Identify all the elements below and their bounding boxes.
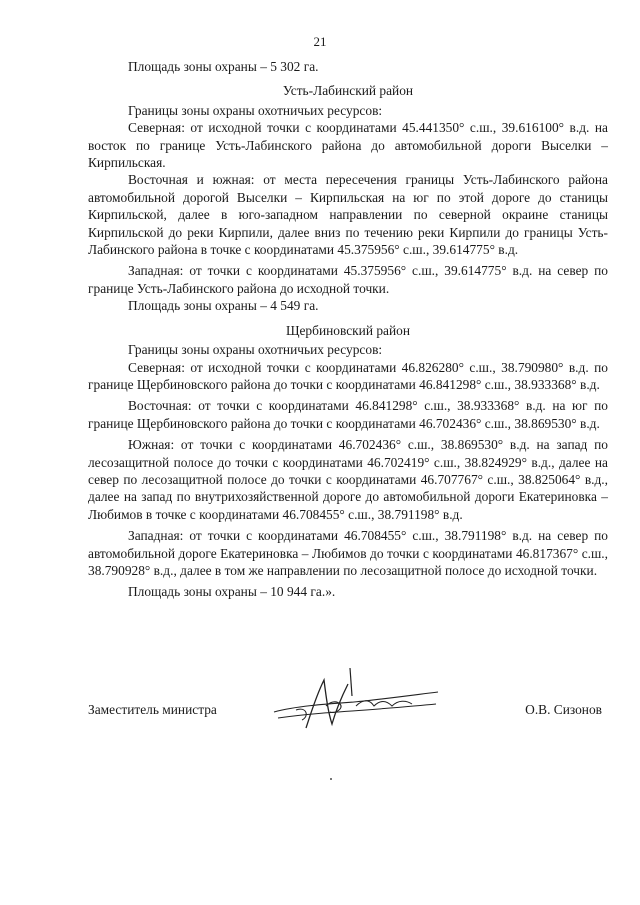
district-heading-shcherbinovsky: Щербиновский район [285,322,411,338]
border-east-2: Восточная: от точки с координатами 46.841298° с.ш., 38.933368° в.д. на юг по границе Щербиновского района до точки с координатами 46.702436° с.ш., 38.869530° в.д. [88,398,608,431]
border-north-1: Северная: от исходной точки с координатами 45.441350° с.ш., 39.616100° в.д. на восток по границе Усть-Лабинского района до автомобильной дороги Выселки – Кирпильская. [88,120,608,171]
border-east-south-1: Восточная и южная: от места пересечения границы Усть-Лабинского района автомобильной дорогой Выселки – Кирпильская на юг по этой дороге до станицы Кирпильской, далее в юго-западном направлении по северной окраине станицы Кирпильской до реки Кирпили, далее вниз по течению реки Кирпили до границы Усть-Лабинского района в точке с координатами 45.375956° с.ш., 39.614775° в.д. [88,172,608,258]
border-north-2: Северная: от исходной точки с координатами 46.826280° с.ш., 38.790980° в.д. по границе Щербиновского района до точки с координатами 46.841298° с.ш., 38.933368° в.д. [88,359,608,392]
scan-dot [330,778,332,780]
border-west-2: Западная: от точки с координатами 46.708455° с.ш., 38.791198° в.д. на север по автомобильной дороге Екатериновка – Любимов до точки с координатами 46.817367° с.ш., 38.790928° в.д., далее в том же направлении по лесозащитной полосе до исходной точки. [88,528,608,578]
area-zone-2: Площадь зоны охраны – 10 944 га.». [128,584,336,600]
district-heading-ust-labinsky: Усть-Лабинский район [282,83,414,99]
border-west-1: Западная: от точки с координатами 45.375956° с.ш., 39.614775° в.д. на север по границе Усть-Лабинского района до исходной точки. [88,263,608,296]
handwritten-signature [266,666,446,736]
borders-heading-1: Границы зоны охраны охотничьих ресурсов: [128,102,383,118]
area-previous-zone: Площадь зоны охраны – 5 302 га. [128,59,319,74]
area-zone-1: Площадь зоны охраны – 4 549 га. [128,298,319,314]
signatory-name: О.В. Сизонов [525,702,602,717]
page-number: 21 [313,34,327,49]
signature-block [88,686,608,736]
borders-heading-2: Границы зоны охраны охотничьих ресурсов: [128,342,383,358]
border-south-2: Южная: от точки с координатами 46.702436° с.ш., 38.869530° в.д. на запад по лесозащитной полосе до точки с координатами 46.702419° с.ш., 38.824929° в.д., далее на север по лесозащитной полосе до точки с координатами 46.707767° с.ш., 38.825064° в.д., далее на запад по внутрихозяйственной дороге до автомобильной дороги Екатериновка – Любимов в точке с координатами 46.708455° с.ш., 38.791198° в.д. [88,437,608,522]
document-body [88,58,608,601]
signatory-position: Заместитель министра [88,702,217,717]
